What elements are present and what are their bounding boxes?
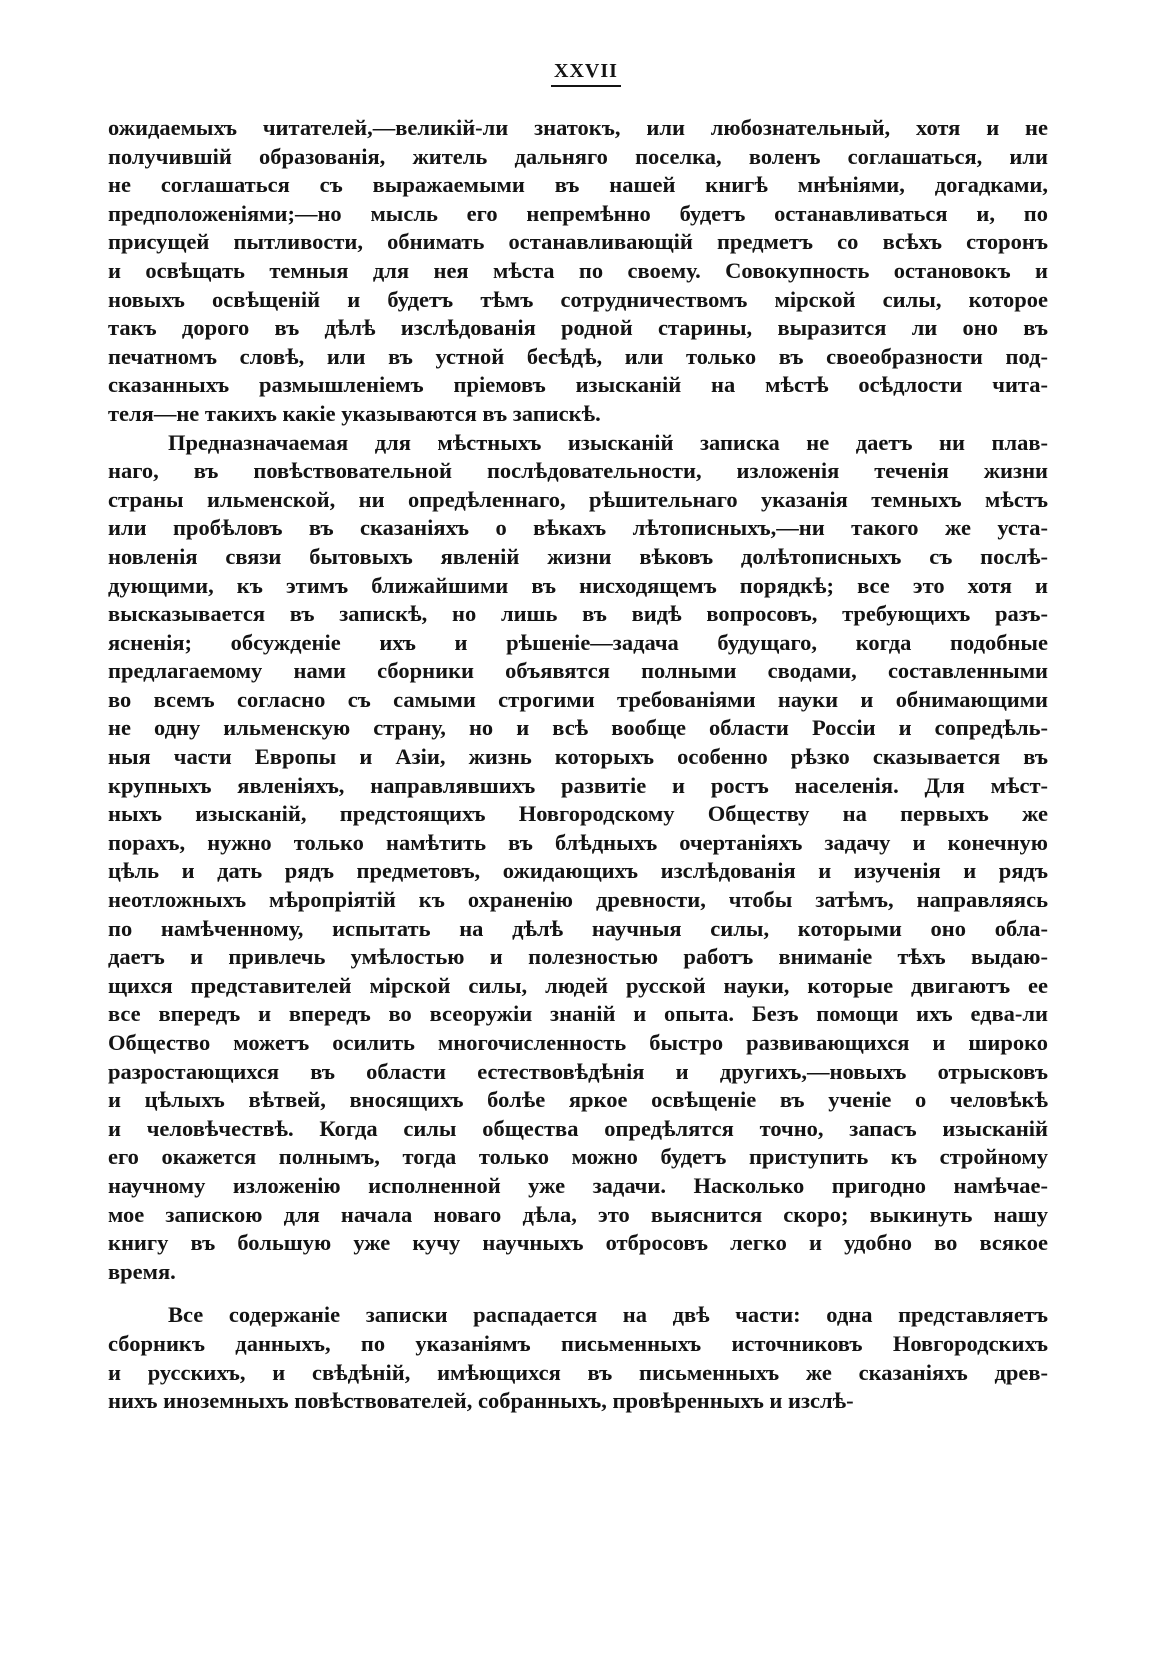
text-line: новыхъ освѣщеній и будетъ тѣмъ сотрудничествомъ мірской силы, которое: [108, 286, 1048, 312]
text-line: разростающихся въ области естествовѣдѣнія и другихъ,—новыхъ отрысковъ: [108, 1058, 1048, 1084]
text-line: неотложныхъ мѣропріятій къ охраненію древности, чтобы затѣмъ, направляясь: [108, 887, 1048, 913]
paragraph-gap: [108, 1286, 1048, 1301]
text-line: ясненія; обсужденіе ихъ и рѣшеніе—задача будущаго, когда подобные: [108, 629, 1048, 655]
text-line: печатномъ словѣ, или въ устной бесѣдѣ, или только въ своеобразности под-: [108, 343, 1048, 369]
text-line: время.: [108, 1258, 176, 1284]
text-line: даетъ и привлечь умѣлостью и полезностью работъ вниманіе тѣхъ выдаю-: [108, 944, 1048, 970]
text-line: предлагаемому нами сборники объявятся полными сводами, составленными: [108, 658, 1048, 684]
text-line: высказывается въ запискѣ, но лишь въ видѣ вопросовъ, требующихъ разъ-: [108, 601, 1048, 627]
text-line: ныхъ изысканій, предстоящихъ Новгородскому Обществу на первыхъ же: [108, 801, 1048, 827]
page-number-underline: [551, 85, 621, 87]
text-line: сборникъ данныхъ, по указаніямъ письменныхъ источниковъ Новгородскихъ: [108, 1330, 1048, 1356]
text-line: и цѣлыхъ вѣтвей, вносящихъ болѣе яркое освѣщеніе въ ученіе о человѣкѣ: [108, 1087, 1048, 1113]
text-line: ныя части Европы и Азіи, жизнь которыхъ особенно рѣзко сказывается въ: [108, 744, 1048, 770]
text-line: ожидаемыхъ читателей,—великій-ли знатокъ, или любознательный, хотя и не: [108, 115, 1048, 140]
text-line: и русскихъ, и свѣдѣній, имѣющихся въ письменныхъ же сказаніяхъ древ-: [108, 1359, 1048, 1385]
text-line: его окажется полнымъ, тогда только можно будетъ приступить къ стройному: [108, 1144, 1048, 1170]
text-line: порахъ, нужно только намѣтить въ блѣдныхъ очертаніяхъ задачу и конечную: [108, 829, 1048, 855]
text-line: и освѣщать темныя для нея мѣста по своему. Совокупность остановокъ и: [108, 257, 1048, 283]
text-line: такъ дорого въ дѣлѣ изслѣдованія родной старины, выразится ли оно въ: [108, 315, 1048, 341]
text-line: Все содержаніе записки распадается на двѣ части: одна представляетъ: [168, 1302, 1048, 1328]
text-line: все впередъ и впередъ во всеоружіи знаній и опыта. Безъ помощи ихъ едва-ли: [108, 1001, 1048, 1027]
body-text: [108, 114, 1048, 1416]
text-line: новленія связи бытовыхъ явленій жизни вѣковъ долѣтописныхъ съ послѣ-: [108, 543, 1048, 569]
text-line: книгу въ большую уже кучу научныхъ отбросовъ легко и удобно во всякое: [108, 1230, 1048, 1256]
text-line: страны ильменской, ни опредѣленнаго, рѣшительнаго указанія темныхъ мѣстъ: [108, 486, 1048, 512]
page-number: [0, 60, 1172, 87]
page-number-text: XXVII: [554, 60, 618, 82]
text-line: нихъ иноземныхъ повѣствователей, собранныхъ, провѣренныхъ и изслѣ-: [108, 1388, 854, 1414]
paragraph: [108, 114, 1048, 429]
text-line: не соглашаться съ выражаемыми въ нашей книгѣ мнѣніями, догадками,: [108, 172, 1048, 198]
text-line: сказанныхъ размышленіемъ пріемовъ изысканій на мѣстѣ осѣдлости чита-: [108, 372, 1048, 398]
text-line: Предназначаемая для мѣстныхъ изысканій записка не даетъ ни плав-: [168, 429, 1048, 455]
text-line: и человѣчествѣ. Когда силы общества опредѣлятся точно, запасъ изысканій: [108, 1115, 1048, 1141]
text-line: теля—не такихъ какіе указываются въ запискѣ.: [108, 400, 601, 426]
text-line: мое запискою для начала новаго дѣла, это выяснится скоро; выкинуть нашу: [108, 1201, 1048, 1227]
text-line: получившій образованія, житель дальняго поселка, воленъ соглашаться, или: [108, 143, 1048, 169]
text-line: щихся представителей мірской силы, людей русской науки, которые двигаютъ ее: [108, 972, 1048, 998]
text-line: присущей пытливости, обнимать останавливающій предметъ со всѣхъ сторонъ: [108, 229, 1048, 255]
text-line: наго, въ повѣствовательной послѣдовательности, изложенія теченія жизни: [108, 458, 1048, 484]
paragraph: [108, 1301, 1048, 1415]
text-line: научному изложенію исполненной уже задачи. Насколько пригодно намѣчае-: [108, 1172, 1048, 1198]
paragraph: [108, 429, 1048, 1287]
text-line: во всемъ согласно съ самыми строгими требованіями науки и обнимающими: [108, 686, 1048, 712]
text-line: или пробѣловъ въ сказаніяхъ о вѣкахъ лѣтописныхъ,—ни такого же уста-: [108, 515, 1048, 541]
text-line: предположеніями;—но мысль его непремѣнно будетъ останавливаться и, по: [108, 200, 1048, 226]
text-line: крупныхъ явленіяхъ, направлявшихъ развитіе и ростъ населенія. Для мѣст-: [108, 772, 1048, 798]
text-line: дующими, къ этимъ ближайшими въ нисходящемъ порядкѣ; все это хотя и: [108, 572, 1048, 598]
text-line: не одну ильменскую страну, но и всѣ вообще области Россіи и сопредѣль-: [108, 715, 1048, 741]
text-line: по намѣченному, испытать на дѣлѣ научныя силы, которыми оно обла-: [108, 915, 1048, 941]
text-line: Общество можетъ осилить многочисленность быстро развивающихся и широко: [108, 1030, 1048, 1055]
text-line: цѣль и дать рядъ предметовъ, ожидающихъ изслѣдованія и изученія и рядъ: [108, 858, 1048, 884]
